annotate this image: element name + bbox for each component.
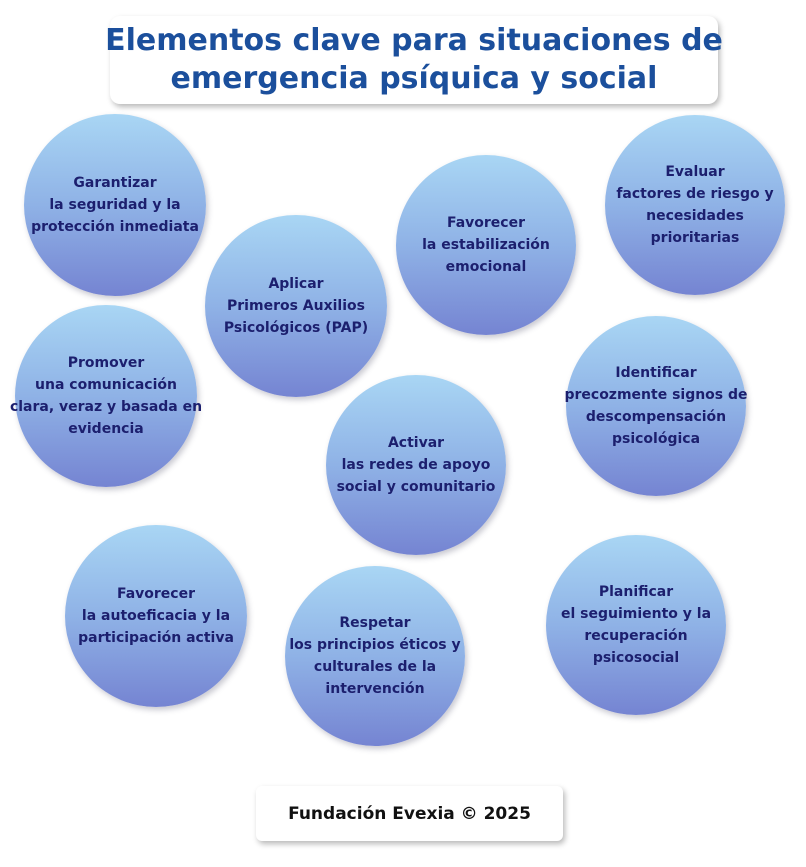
circle-respetar — [285, 566, 465, 746]
circle-line: el seguimiento y la — [560, 606, 712, 622]
circle-line: psicosocial — [592, 650, 680, 666]
title-line-2: emergencia psíquica y social — [170, 61, 658, 96]
circle-line: los principios éticos y — [289, 637, 461, 653]
circle-garantizar — [24, 114, 206, 296]
circle-line: Activar — [387, 435, 445, 451]
circle-aplicar — [205, 215, 387, 397]
circle-line: Evaluar — [665, 164, 725, 180]
circle-line: la estabilización — [422, 237, 550, 253]
circle-line: recuperación — [584, 628, 688, 644]
circle-line: una comunicación — [35, 377, 177, 393]
circle-line: protección inmediata — [31, 219, 199, 235]
circle-line: Psicológicos (PAP) — [223, 320, 369, 336]
circle-promover — [9, 305, 203, 487]
circle-favorecer-autoeficacia — [65, 525, 247, 707]
circle-line: Favorecer — [446, 215, 526, 231]
circle-line: Primeros Auxilios — [227, 298, 365, 314]
circle-line: Respetar — [339, 615, 411, 631]
circle-line: precozmente signos de — [564, 387, 748, 403]
circle-line: la autoeficacia y la — [81, 608, 231, 624]
circle-planificar — [546, 535, 726, 715]
circle-line: prioritarias — [650, 230, 740, 246]
circle-line: emocional — [445, 259, 527, 275]
circle-evaluar — [605, 115, 785, 295]
circle-line: culturales de la — [313, 659, 437, 675]
circle-line: participación activa — [78, 630, 234, 646]
circle-favorecer-estabilizacion — [396, 155, 576, 335]
circle-line: Promover — [67, 355, 145, 371]
circle-line: psicológica — [611, 431, 701, 447]
circle-line: factores de riesgo y — [616, 186, 774, 202]
circle-line: intervención — [325, 681, 425, 697]
circle-identificar — [566, 316, 746, 496]
circle-line: social y comunitario — [336, 479, 496, 495]
title-line-1: Elementos clave para situaciones de — [105, 23, 723, 58]
circle-line: evidencia — [68, 421, 144, 437]
circle-line: descompensación — [585, 409, 727, 425]
circle-line: Favorecer — [116, 586, 196, 602]
circle-line: Planificar — [598, 584, 674, 600]
circle-line: Garantizar — [73, 175, 157, 191]
circle-line: Identificar — [615, 365, 697, 381]
circle-line: la seguridad y la — [49, 197, 181, 213]
circle-line: las redes de apoyo — [341, 457, 491, 473]
circle-line: Aplicar — [268, 276, 324, 292]
title-box — [105, 16, 723, 104]
circle-line: clara, veraz y basada en — [9, 399, 203, 415]
footer-credit: Fundación Evexia © 2025 — [288, 803, 531, 824]
circle-activar — [326, 375, 506, 555]
circle-line: necesidades — [646, 208, 744, 224]
footer-box — [256, 786, 563, 841]
